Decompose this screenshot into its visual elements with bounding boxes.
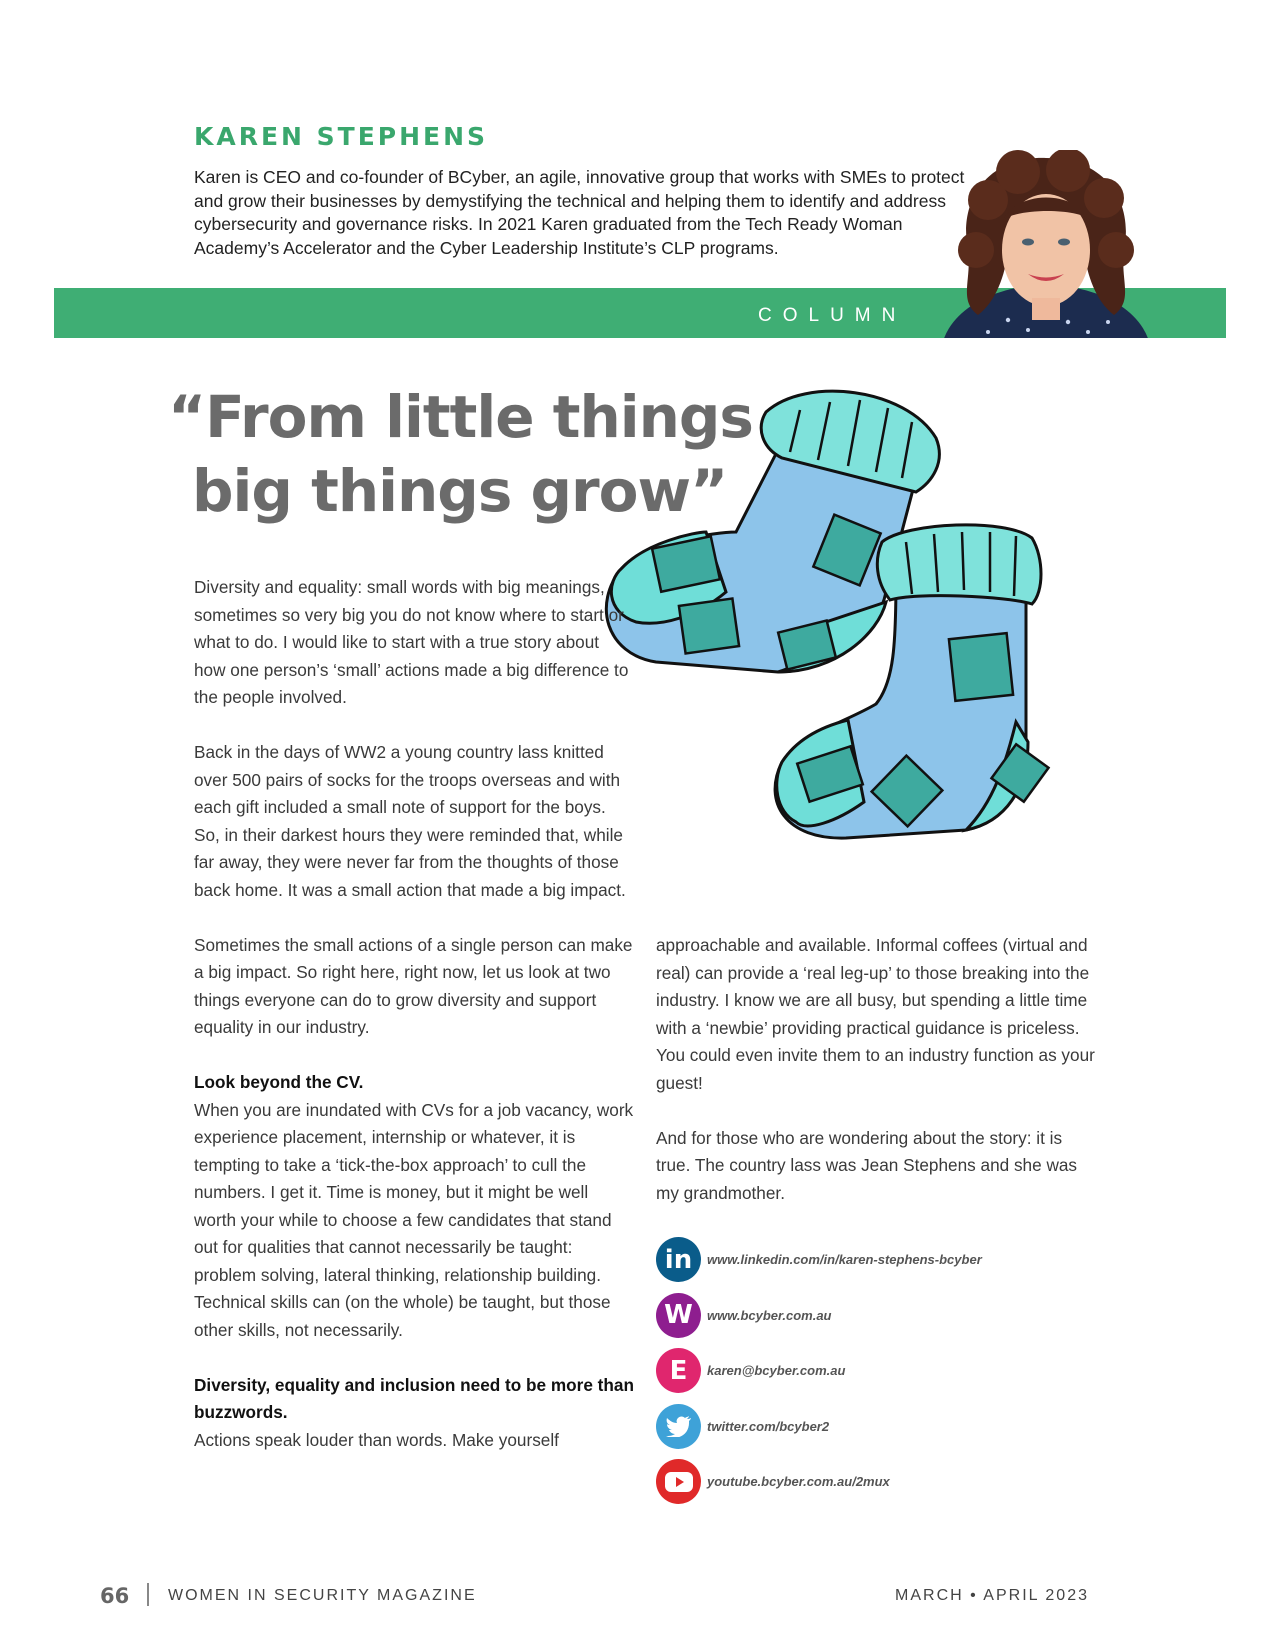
article-column-left [194, 574, 634, 1482]
social-link-linkedin[interactable] [656, 1232, 1076, 1288]
twitter-icon [656, 1404, 701, 1449]
author-name: KAREN STEPHENS [194, 122, 489, 151]
website-url[interactable]: www.bcyber.com.au [707, 1307, 832, 1323]
column-label: COLUMN [758, 305, 907, 326]
social-link-website[interactable] [656, 1288, 1076, 1344]
issue-date: MARCH • APRIL 2023 [895, 1587, 1089, 1604]
socks-illustration [586, 382, 1086, 902]
footer-divider [147, 1583, 149, 1606]
social-link-youtube[interactable] [656, 1454, 1076, 1510]
paragraph-approachable: approachable and available. Informal coffees (virtual and real) can provide a ‘real leg-up’ to those breaking into the industry. I know we are all busy, but spending a little time with a ‘newbie’ providing practical guidance is priceless. You could even invite them to an industry function as your guest! [656, 935, 1095, 1093]
youtube-url[interactable]: youtube.bcyber.com.au/2mux [707, 1474, 890, 1490]
paragraph-actions: Actions speak louder than words. Make yourself [194, 1429, 559, 1450]
social-links [656, 1232, 1076, 1510]
author-photo [928, 150, 1158, 338]
subheading-look-beyond-cv: Look beyond the CV. [194, 1072, 364, 1092]
headline-line-1: “From little things [168, 383, 753, 451]
linkedin-icon: in [656, 1237, 701, 1282]
youtube-icon [656, 1459, 701, 1504]
page-number: 66 [100, 1584, 130, 1608]
author-bio: Karen is CEO and co-founder of BCyber, an agile, innovative group that works with SMEs to protect and grow their businesses by demystifying the technical and helping them to identify and address cybersecurity and governance risks. In 2021 Karen graduated from the Tech Ready Woman Academy’s Accelerator and the Cyber Leadership Institute’s CLP programs. [194, 167, 965, 258]
website-icon: W [656, 1293, 701, 1338]
paragraph-cv: When you are inundated with CVs for a job vacancy, work experience placement, internship or whatever, it is tempting to take a ‘tick-the-box approach’ to cull the numbers. I get it. Time is money, but it might be well worth your while to choose a few candidates that stand out for qualities that cannot necessarily be taught: problem solving, lateral thinking, relationship building. Technical skills can (on the whole) be taught, but those other skills, not necessarily. [194, 1099, 634, 1340]
email-icon: E [656, 1348, 701, 1393]
email-address[interactable]: karen@bcyber.com.au [707, 1363, 846, 1379]
social-link-email[interactable] [656, 1343, 1076, 1399]
twitter-url[interactable]: twitter.com/bcyber2 [707, 1418, 830, 1434]
paragraph-ww2-story: Back in the days of WW2 a young country lass knitted over 500 pairs of socks for the troops overseas and with each gift included a small note of support for the boys. So, in their darkest hours they were reminded that, while far away, they were never far from the thoughts of those back home. It was a small action that made a big impact. [194, 742, 626, 900]
subheading-buzzwords: Diversity, equality and inclusion need to be more than buzzwords. [194, 1374, 634, 1422]
paragraph-small-actions: Sometimes the small actions of a single person can make a big impact. So right here, right now, let us look at two things everyone can do to grow diversity and support equality in our industry. [194, 934, 633, 1037]
article-column-right [656, 932, 1101, 1235]
social-link-twitter[interactable] [656, 1399, 1076, 1455]
linkedin-url[interactable]: www.linkedin.com/in/karen-stephens-bcyber [707, 1252, 982, 1268]
paragraph-story-conclusion: And for those who are wondering about the story: it is true. The country lass was Jean Stephens and she was my grandmother. [656, 1127, 1078, 1203]
paragraph-intro: Diversity and equality: small words with big meanings, sometimes so very big you do not know where to start or what to do. I would like to start with a true story about how one person’s ‘small’ actions made a big difference to the people involved. [194, 577, 629, 707]
headline-line-2: big things grow” [192, 457, 728, 525]
magazine-name: WOMEN IN SECURITY MAGAZINE [168, 1587, 477, 1604]
